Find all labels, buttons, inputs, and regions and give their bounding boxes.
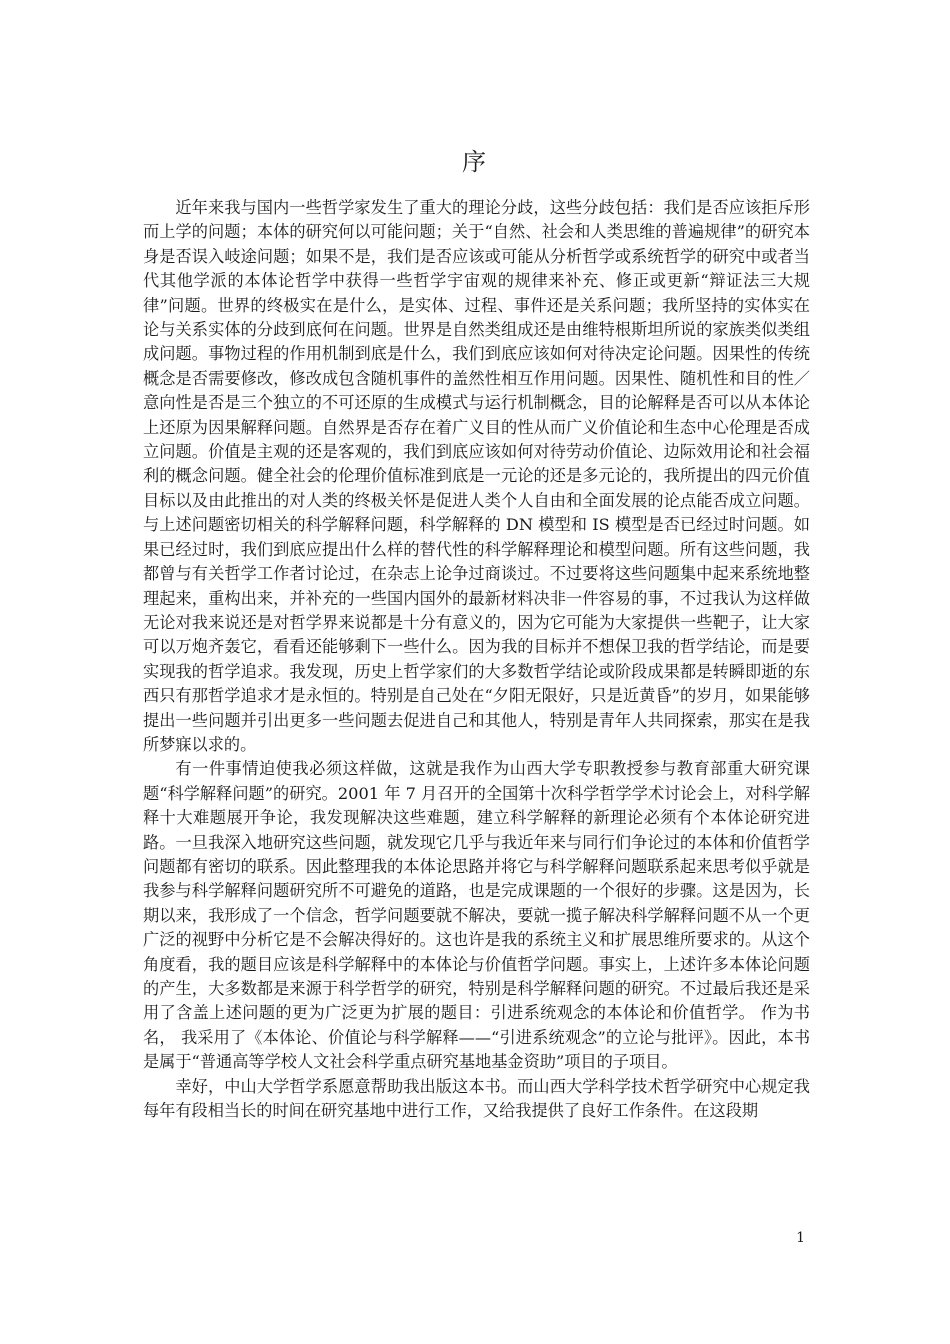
page-number: 1 <box>796 1230 805 1246</box>
paragraph-3: 幸好，中山大学哲学系愿意帮助我出版这本书。而山西大学科学技术哲学研究中心规定我每年有段相当长的时间在研究基地中进行工作，又给我提供了良好工作条件。在这段期 <box>143 1076 810 1121</box>
body-text <box>143 196 810 1123</box>
paragraph-2: 有一件事情迫使我必须这样做，这就是我作为山西大学专职教授参与教育部重大研究课题“科学解释问题”的研究。2001 年 7 月召开的全国第十次科学哲学学术讨论会上，对科学解释十大难题展开争论，我发现解决这些难题，建立科学解释的新理论必须有个本体论研究进路。一旦我深入地研究这些问题，就发现它几乎与我近年来与同行们争论过的本体和价值哲学问题都有密切的联系。因此整理我的本体论思路并将它与科学解释问题联系起来思考似乎就是我参与科学解释问题研究所不可避免的道路，也是完成课题的一个很好的步骤。这是因为，长期以来，我形成了一个信念，哲学问题要就不解决，要就一揽子解决科学解释问题不从一个更广泛的视野中分析它是不会解决得好的。这也许是我的系统主义和扩展思维所要求的。从这个角度看，我的题目应该是科学解释中的本体论与价值哲学问题。事实上，上述许多本体论问题的产生，大多数都是来源于科学哲学的研究，特别是科学解释问题的研究。不过最后我还是采用了含盖上述问题的更为广泛更为扩展的题目：引进系统观念的本体论和价值哲学。 作为书名， 我采用了《本体论、价值论与科学解释——“引进系统观念”的立论与批评》。因此，本书是属于“普通高等学校人文社会科学重点研究基地基金资助”项目的子项目。 <box>143 759 810 1072</box>
paragraph-1: 近年来我与国内一些哲学家发生了重大的理论分歧，这些分歧包括：我们是否应该拒斥形而上学的问题；本体的研究何以可能问题；关于“自然、社会和人类思维的普遍规律”的研究本身是否误入岐途问题；如果不是，我们是否应该或可能从分析哲学或系统哲学的研究中或者当代其他学派的本体论哲学中获得一些哲学宇宙观的规律来补充、修正或更新“辩证法三大规律”问题。世界的终极实在是什么，是实体、过程、事件还是关系问题；我所坚持的实体实在论与关系实体的分歧到底何在问题。世界是自然类组成还是由维特根斯坦所说的家族类似类组成问题。事物过程的作用机制到底是什么，我们到底应该如何对待决定论问题。因果性的传统概念是否需要修改，修改成包含随机事件的盖然性相互作用问题。因果性、随机性和目的性／意向性是否是三个独立的不可还原的生成模式与运行机制概念，目的论解释是否可以从本体论上还原为因果解释问题。自然界是否存在着广义目的性从而广义价值论和生态中心伦理是否成立问题。价值是主观的还是客观的，我们到底应该如何对待劳动价值论、边际效用论和社会福利的概念问题。健全社会的伦理价值标准到底是一元论的还是多元论的，我所提出的四元价值目标以及由此推出的对人类的终极关怀是促进人类个人自由和全面发展的论点能否成立问题。与上述问题密切相关的科学解释问题，科学解释的 DN 模型和 IS 模型是否已经过时问题。如果已经过时，我们到底应提出什么样的替代性的科学解释理论和模型问题。所有这些问题，我都曾与有关哲学工作者讨论过，在杂志上论争过商谈过。不过要将这些问题集中起来系统地整理起来，重构出来，并补充的一些国内国外的最新材料决非一件容易的事，不过我认为这样做无论对我来说还是对哲学界来说都是十分有意义的，因为它可能为大家提供一些靶子，让大家可以万炮齐轰它，看看还能够剩下一些什么。因为我的目标并不想保卫我的哲学结论，而是要实现我的哲学追求。我发现，历史上哲学家们的大多数哲学结论或阶段成果都是转瞬即逝的东西只有那哲学追求才是永恒的。特别是自己处在“夕阳无限好，只是近黄昏”的岁月，如果能够提出一些问题并引出更多一些问题去促进自己和其他人，特别是青年人共同探索，那实在是我所梦寐以求的。 <box>143 198 810 754</box>
page-title: 序 <box>462 148 488 176</box>
